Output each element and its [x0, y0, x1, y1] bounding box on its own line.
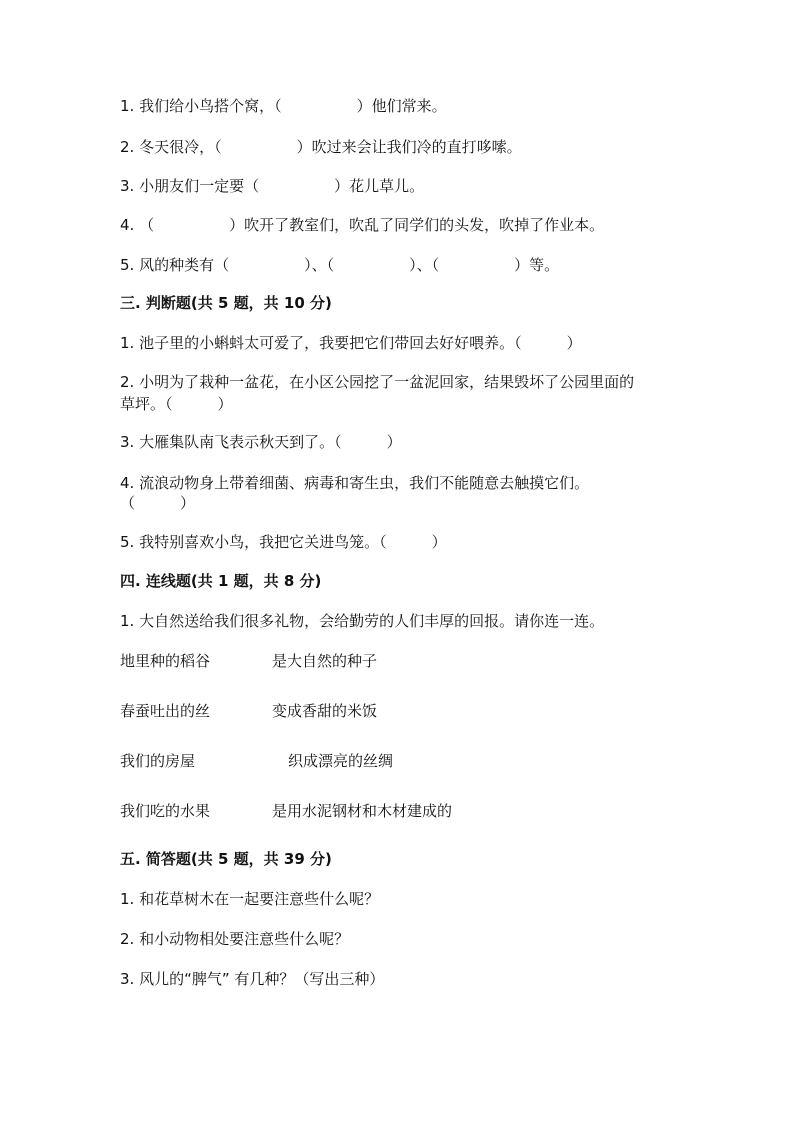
match-prompt: 1. 大自然送给我们很多礼物，会给勤劳的人们丰厚的回报。请你连一连。 — [120, 612, 605, 630]
short-answer-item-2: 2. 和小动物相处要注意些什么呢？ — [120, 930, 350, 948]
short-answer-heading: 五. 简答题(共 5 题，共 39 分) — [120, 850, 332, 868]
fill-blank-item-5: 5. 风的种类有（ ）、（ ）、（ ）等。 — [120, 256, 560, 274]
judge-item-1: 1. 池子里的小蝌蚪太可爱了，我要把它们带回去好好喂养。（ ） — [120, 334, 582, 352]
judge-item-2-continued: 草坪。（ ） — [120, 395, 233, 413]
short-answer-item-3: 3. 风儿的“脾气” 有几种？（写出三种） — [120, 970, 385, 988]
judge-item-4: 4. 流浪动物身上带着细菌、病毒和寄生虫，我们不能随意去触摸它们。 — [120, 474, 590, 492]
match-right-item-1[interactable]: 是大自然的种子 — [272, 652, 378, 670]
match-left-item-1[interactable]: 地里种的稻谷 — [120, 652, 211, 670]
judge-item-3: 3. 大雁集队南飞表示秋天到了。（ ） — [120, 433, 402, 451]
match-right-item-3[interactable]: 织成漂亮的丝绸 — [288, 752, 394, 770]
match-left-item-2[interactable]: 春蚕吐出的丝 — [120, 702, 211, 720]
match-left-item-3[interactable]: 我们的房屋 — [120, 752, 196, 770]
match-right-item-2[interactable]: 变成香甜的米饭 — [272, 702, 378, 720]
match-heading: 四. 连线题(共 1 题，共 8 分) — [120, 572, 322, 590]
fill-blank-item-4: 4. （ ）吹开了教室们，吹乱了同学们的头发，吹掉了作业本。 — [120, 216, 605, 234]
fill-blank-item-3: 3. 小朋友们一定要（ ）花儿草儿。 — [120, 177, 425, 195]
fill-blank-item-2: 2. 冬天很冷，（ ）吹过来会让我们冷的直打哆嗦。 — [120, 138, 522, 156]
judge-item-5: 5. 我特别喜欢小鸟，我把它关进鸟笼。（ ） — [120, 533, 447, 551]
fill-blank-item-1: 1. 我们给小鸟搭个窝，（ ）他们常来。 — [120, 97, 447, 115]
judge-item-4-continued: （ ） — [120, 494, 196, 512]
judge-heading: 三. 判断题(共 5 题，共 10 分) — [120, 294, 332, 312]
match-left-item-4[interactable]: 我们吃的水果 — [120, 802, 211, 820]
judge-item-2: 2. 小明为了栽种一盆花，在小区公园挖了一盆泥回家，结果毁坏了公园里面的 — [120, 373, 635, 391]
match-right-item-4[interactable]: 是用水泥钢材和木材建成的 — [272, 802, 453, 820]
short-answer-item-1: 1. 和花草树木在一起要注意些什么呢？ — [120, 890, 380, 908]
